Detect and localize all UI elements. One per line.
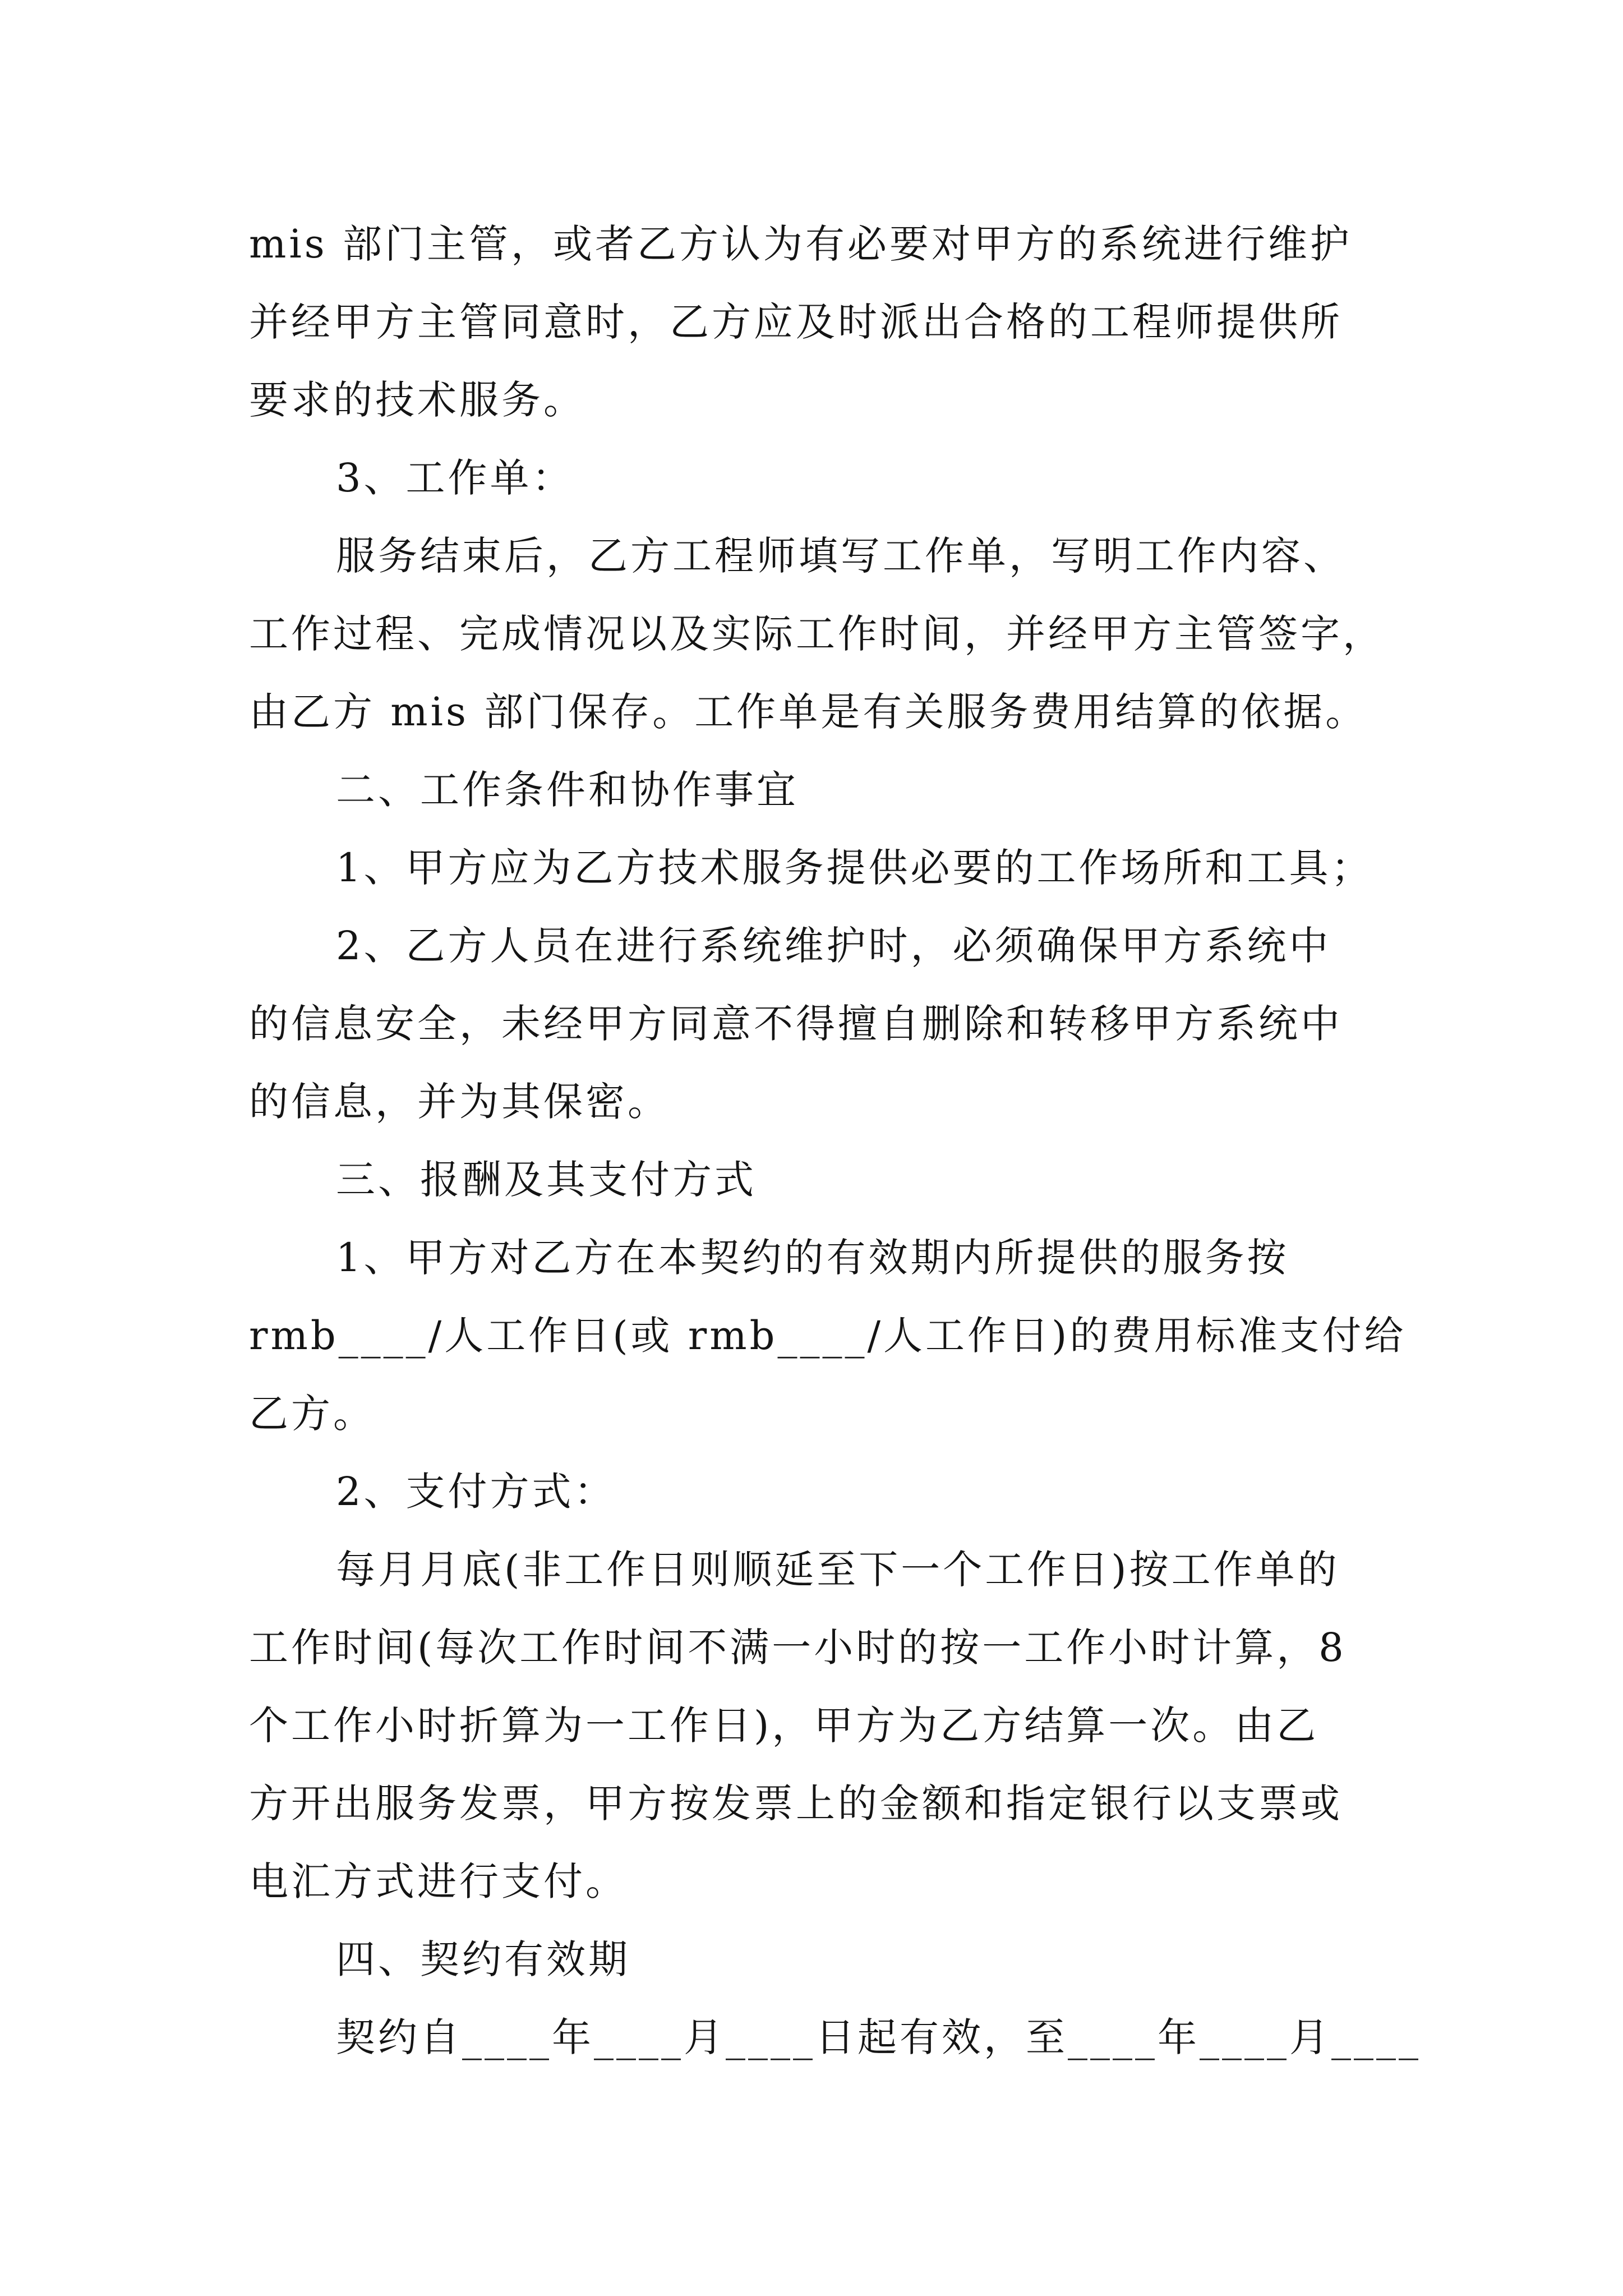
- text-line: 并经甲方主管同意时，乙方应及时派出合格的工程师提供所: [249, 299, 1343, 345]
- text-line: mis 部门主管，或者乙方认为有必要对甲方的系统进行维护: [249, 221, 1352, 267]
- text-line: 服务结束后，乙方工程师填写工作单，写明工作内容、: [336, 533, 1345, 579]
- text-line: 2、支付方式：: [336, 1469, 616, 1515]
- text-line: 契约自____年____月____日起有效，至____年____月____: [336, 2014, 1421, 2060]
- text-line: 3、工作单：: [336, 455, 574, 501]
- text-line: 电汇方式进行支付。: [249, 1858, 628, 1904]
- text-line: 由乙方 mis 部门保存。工作单是有关服务费用结算的依据。: [249, 689, 1368, 735]
- text-line: rmb____/人工作日(或 rmb____/人工作日)的费用标准支付给: [249, 1313, 1407, 1359]
- text-line: 三、报酬及其支付方式: [336, 1157, 757, 1203]
- text-line: 工作过程、完成情况以及实际工作时间，并经甲方主管签字，: [249, 611, 1385, 657]
- text-line: 2、乙方人员在进行系统维护时，必须确保甲方系统中: [336, 923, 1331, 969]
- text-line: 的信息安全，未经甲方同意不得擅自删除和转移甲方系统中: [249, 1001, 1343, 1047]
- text-line: 的信息，并为其保密。: [249, 1079, 670, 1125]
- text-line: 四、契约有效期: [336, 1936, 630, 1982]
- text-line: 1、甲方对乙方在本契约的有效期内所提供的服务按: [336, 1235, 1289, 1281]
- text-line: 乙方。: [249, 1391, 375, 1437]
- text-line: 二、工作条件和协作事宜: [336, 767, 799, 813]
- text-line: 工作时间(每次工作时间不满一小时的按一工作小时计算，8: [249, 1625, 1347, 1671]
- text-line: 每月月底(非工作日则顺延至下一个工作日)按工作单的: [336, 1547, 1340, 1593]
- text-line: 个工作小时折算为一工作日)，甲方为乙方结算一次。由乙: [249, 1703, 1319, 1749]
- text-line: 方开出服务发票，甲方按发票上的金额和指定银行以支票或: [249, 1780, 1343, 1826]
- text-line: 要求的技术服务。: [249, 377, 585, 423]
- text-line: 1、甲方应为乙方技术服务提供必要的工作场所和工具；: [336, 845, 1373, 891]
- document-body: [249, 205, 1421, 2077]
